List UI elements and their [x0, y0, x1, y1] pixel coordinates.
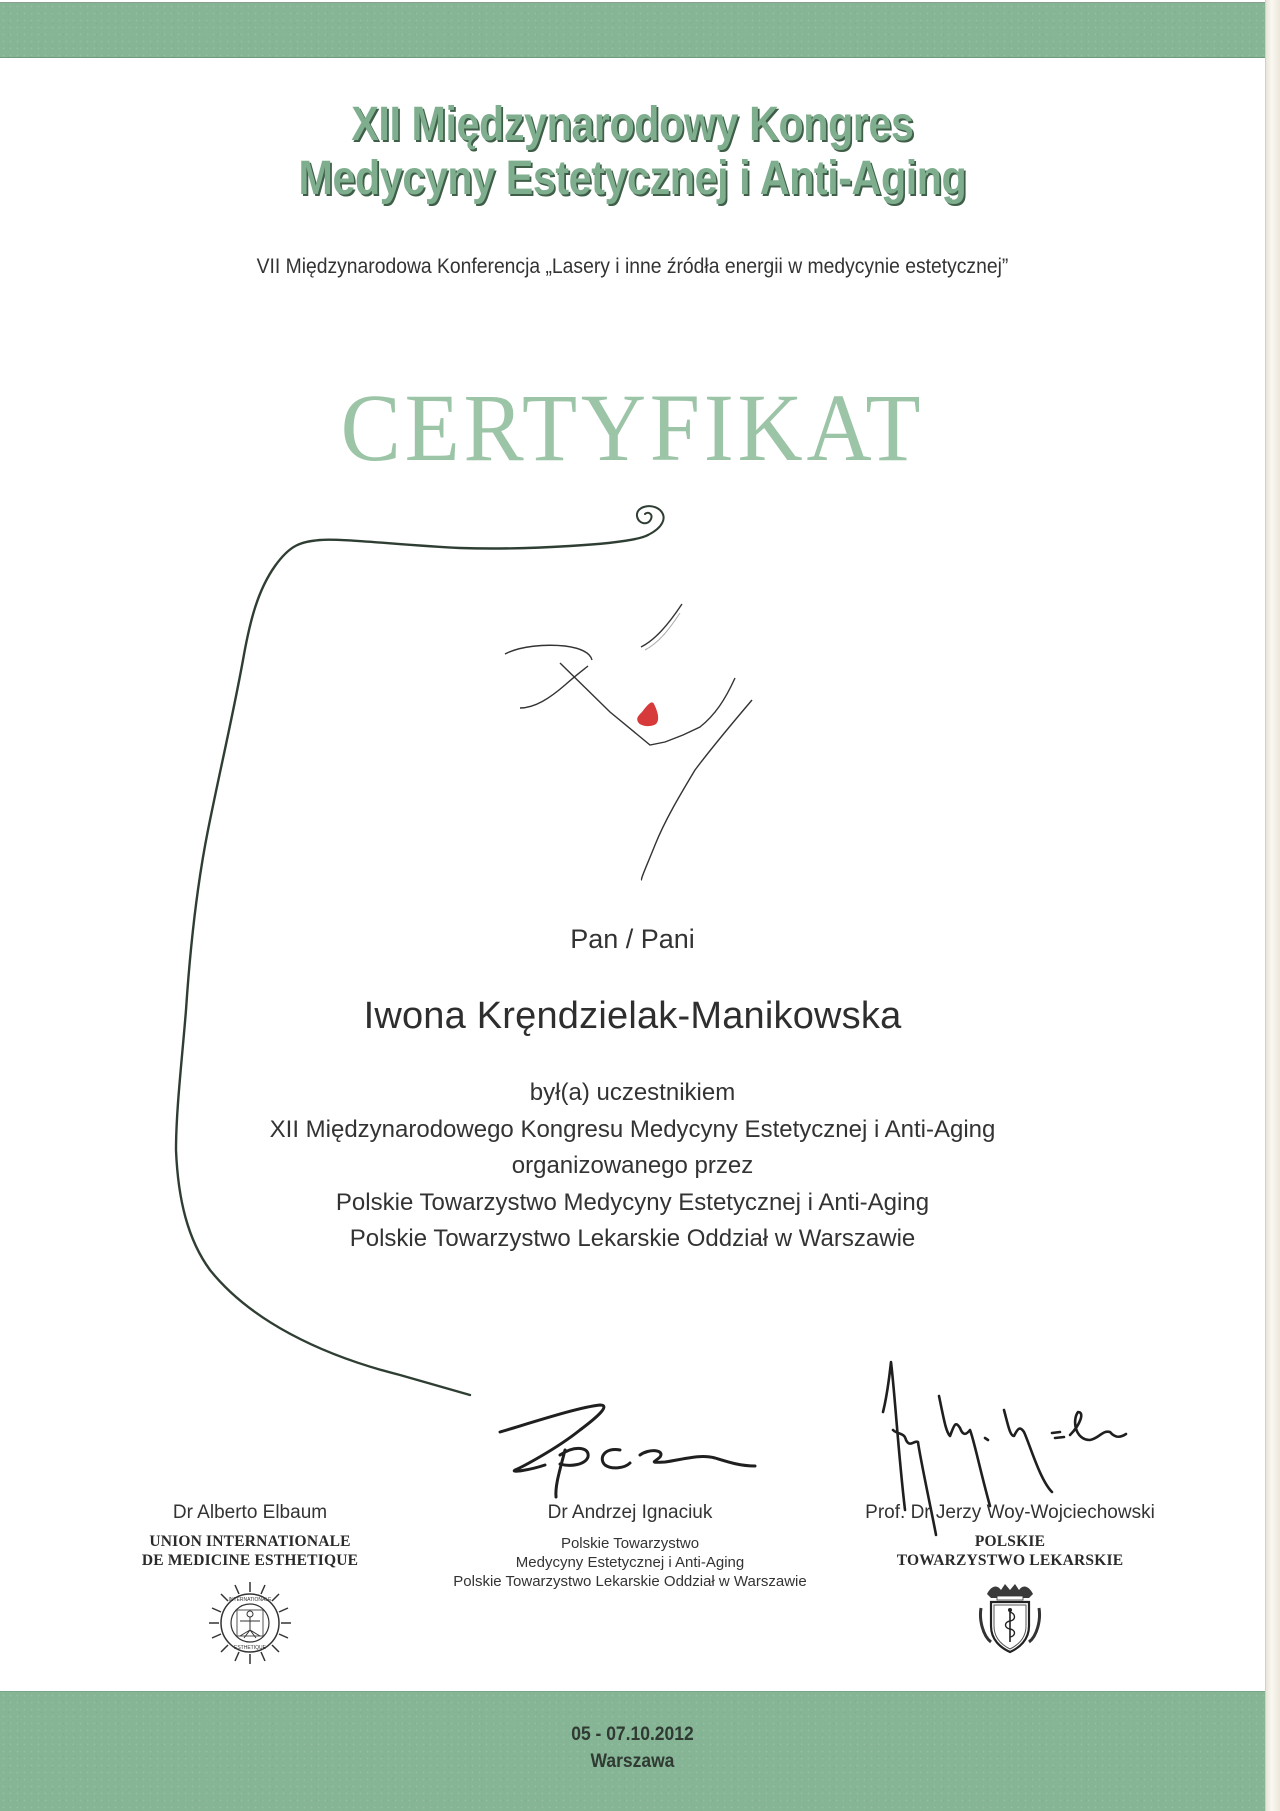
svg-text:ESTHETIQUE: ESTHETIQUE	[234, 1645, 266, 1651]
body-line: XII Międzynarodowego Kongresu Medycyny Estetycznej i Anti-Aging	[269, 1115, 996, 1143]
signatory-organization	[100, 1532, 400, 1570]
signatory-name: Dr Alberto Elbaum	[172, 1502, 328, 1523]
signatory-elbaum	[100, 1500, 400, 1666]
org-line: Polskie Towarzystwo Lekarskie Oddział w Warszawie	[453, 1573, 807, 1590]
org-line: DE MEDICINE ESTHETIQUE	[141, 1552, 359, 1569]
signatory-name: Dr Andrzej Ignaciuk	[547, 1502, 713, 1523]
svg-text:INTERNATIONALE: INTERNATIONALE	[228, 1597, 272, 1603]
conference-subtitle: VII Międzynarodowa Konferencja „Lasery i inne źródła energii w medycynie estetycznej”	[256, 255, 1009, 278]
congress-title-line-2: Medycyny Estetycznej i Anti-Aging	[298, 152, 967, 205]
signatory-ignaciuk	[400, 1500, 860, 1591]
org-line: UNION INTERNATIONALE	[149, 1533, 351, 1550]
signatory-organization	[400, 1534, 860, 1591]
event-city: Warszawa	[590, 1751, 675, 1772]
ptl-coat-of-arms-icon	[977, 1580, 1043, 1656]
signatory-woy-wojciechowski	[820, 1500, 1200, 1656]
recipient-name: Iwona Kręndzielak-Manikowska	[363, 995, 902, 1037]
org-line: TOWARZYSTWO LEKARSKIE	[896, 1552, 1124, 1569]
certificate-body	[0, 1075, 1265, 1258]
body-line: organizowanego przez	[511, 1152, 754, 1179]
org-line: Medycyny Estetycznej i Anti-Aging	[515, 1554, 745, 1571]
certificate-heading: CERTYFIKAT	[340, 374, 925, 481]
signatory-name: Prof. Dr Jerzy Woy-Wojciechowski	[865, 1502, 1155, 1523]
signatories	[0, 1500, 1265, 1690]
uime-seal-icon	[207, 1580, 293, 1666]
scan-edge	[1265, 0, 1280, 1811]
org-line: Polskie Towarzystwo	[560, 1535, 700, 1552]
top-green-band	[0, 2, 1265, 58]
salutation: Pan / Pani	[570, 924, 695, 954]
signatory-organization	[820, 1532, 1200, 1570]
congress-title	[88, 98, 1176, 206]
body-line: był(a) uczestnikiem	[529, 1079, 736, 1106]
event-dates: 05 - 07.10.2012	[571, 1724, 694, 1745]
congress-title-line-1: XII Międzynarodowy Kongres	[351, 98, 914, 151]
body-line: Polskie Towarzystwo Lekarskie Oddział w Warszawie	[349, 1225, 916, 1252]
org-line: POLSKIE	[974, 1533, 1046, 1550]
body-line: Polskie Towarzystwo Medycyny Estetycznej i Anti-Aging	[335, 1188, 930, 1216]
